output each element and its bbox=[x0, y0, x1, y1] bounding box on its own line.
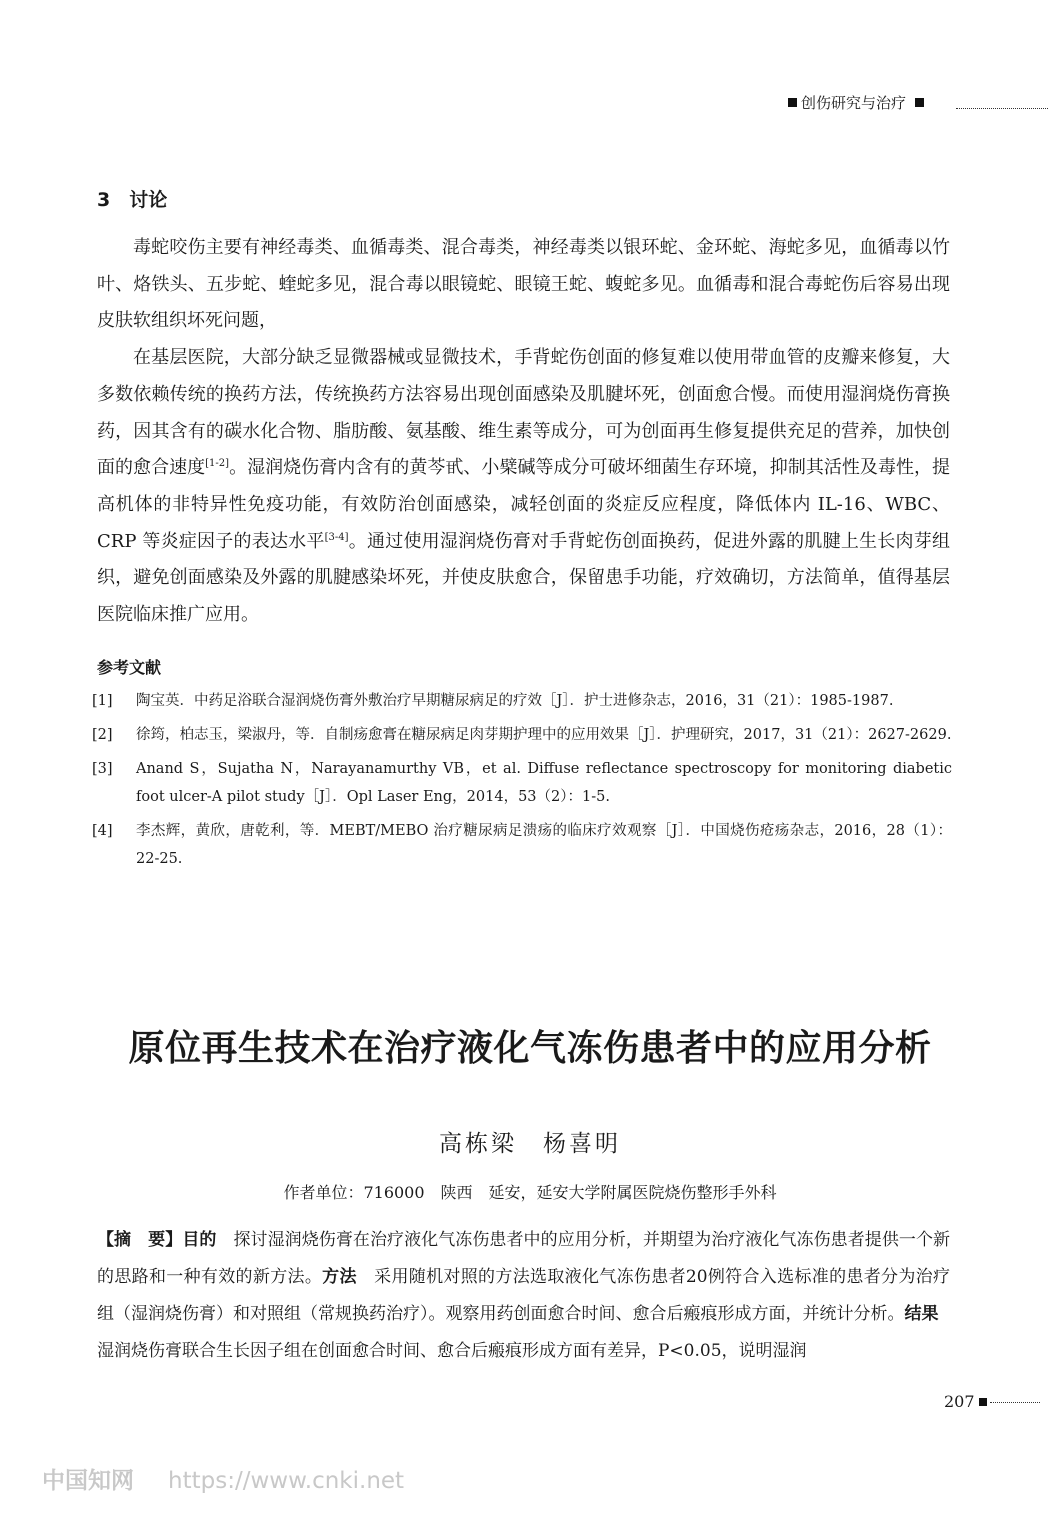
discussion-body bbox=[97, 230, 950, 634]
reference-list bbox=[92, 687, 952, 879]
method-label: 方法 bbox=[322, 1267, 357, 1287]
watermark-brand: 中国知网 bbox=[42, 1468, 134, 1494]
reference-text: 李杰辉，黄欣，唐乾利，等．MEBT/MEBO 治疗糖尿病足溃疡的临床疗效观察［J］．中国烧伤疮疡杂志，2016，28（1）：22-25. bbox=[136, 823, 952, 867]
result-text: 湿润烧伤膏联合生长因子组在创面愈合时间、愈合后瘢痕形成方面有差异，P<0.05，说明湿润 bbox=[97, 1304, 956, 1361]
running-header-text: 创伤研究与治疗 bbox=[801, 94, 907, 112]
authors: 高栋梁 杨喜明 bbox=[439, 1131, 621, 1157]
citation: [1-2] bbox=[205, 458, 230, 470]
affiliation: 作者单位：716000 陕西 延安，延安大学附属医院烧伤整形手外科 bbox=[283, 1183, 777, 1202]
result-label: 结果 bbox=[904, 1304, 939, 1324]
watermark-url: https://www.cnki.net bbox=[168, 1468, 405, 1494]
paragraph-text: 。通过使用湿润烧伤膏对手背蛇伤创面换药，促进外露的肌腱上生长肉芽组织，避免创面感染及外露的肌腱感染坏死，并使皮肤愈合，保留患手功能，疗效确切，方法简单，值得基层医院临床推广应用。 bbox=[97, 530, 950, 626]
page-number-footer bbox=[944, 1392, 1040, 1411]
paragraph-text: 。湿润烧伤膏内含有的黄芩甙、小檗碱等成分可破坏细菌生存环境，抑制其活性及毒性，提高机体的非特异性免疫功能，有效防治创面感染，减轻创面的炎症反应程度，降低体内 IL-16、WBC、CRP 等炎症因子的表达水平 bbox=[97, 457, 951, 552]
square-bullet-icon bbox=[915, 98, 924, 107]
reference-text: 陶宝英．中药足浴联合湿润烧伤膏外敷治疗早期糖尿病足的疗效［J］．护士进修杂志，2016，31（21）：1985-1987. bbox=[136, 693, 894, 709]
paragraph bbox=[97, 340, 950, 634]
abstract bbox=[97, 1222, 956, 1370]
section-heading: 3 讨论 bbox=[97, 189, 168, 211]
paragraph-text: 在基层医院，大部分缺乏显微器械或显微技术，手背蛇伤创面的修复难以使用带血管的皮瓣来修复，大多数依赖传统的换药方法，传统换药方法容易出现创面感染及肌腱坏死，创面愈合慢。而使用湿润烧伤膏换药，因其含有的碳水化合物、脂肪酸、氨基酸、维生素等成分，可为创面再生修复提供充足的营养，加快创面的愈合速度 bbox=[97, 347, 950, 479]
reference-item bbox=[92, 755, 952, 811]
reference-item bbox=[92, 817, 952, 873]
reference-item bbox=[92, 721, 952, 749]
reference-number: [2] bbox=[92, 727, 113, 743]
objective-label: 目的 bbox=[182, 1230, 217, 1250]
square-bullet-icon bbox=[979, 1398, 987, 1406]
square-bullet-icon bbox=[788, 98, 797, 107]
references-title: 参考文献 bbox=[97, 658, 162, 677]
footer-dotted-rule bbox=[990, 1402, 1040, 1403]
reference-number: [4] bbox=[92, 823, 113, 839]
running-header bbox=[788, 92, 928, 113]
page-number: 207 bbox=[944, 1392, 975, 1411]
citation: [3-4] bbox=[324, 531, 349, 543]
watermark bbox=[42, 1462, 404, 1495]
abstract-label: 【摘 要】 bbox=[97, 1230, 183, 1250]
article-title: 原位再生技术在治疗液化气冻伤患者中的应用分析 bbox=[128, 1028, 932, 1069]
header-dotted-rule bbox=[956, 108, 1048, 109]
objective-text: 探讨湿润烧伤膏在治疗液化气冻伤患者中的应用分析，并期望为治疗液化气冻伤患者提供一个新的思路和一种有效的新方法。 bbox=[97, 1230, 951, 1287]
paragraph: 毒蛇咬伤主要有神经毒类、血循毒类、混合毒类，神经毒类以银环蛇、金环蛇、海蛇多见，血循毒以竹叶、烙铁头、五步蛇、蝰蛇多见，混合毒以眼镜蛇、眼镜王蛇、蝮蛇多见。血循毒和混合毒蛇伤后容易出现皮肤软组织坏死问题， bbox=[97, 237, 950, 332]
reference-text: 徐筠，柏志玉，梁淑丹，等．自制疡愈膏在糖尿病足肉芽期护理中的应用效果［J］．护理研究，2017，31（21）：2627-2629. bbox=[136, 727, 952, 743]
method-text: 采用随机对照的方法选取液化气冻伤患者20例符合入选标准的患者分为治疗组（湿润烧伤膏）和对照组（常规换药治疗）。观察用药创面愈合时间、愈合后瘢痕形成方面，并统计分析。 bbox=[97, 1267, 951, 1324]
reference-text: Anand S，Sujatha N，Narayanamurthy VB，et al. Diffuse reflectance spectroscopy for monitoring diabetic foot ulcer-A pilot study［J］．Opl Laser Eng，2014，53（2）：1-5. bbox=[136, 761, 952, 805]
reference-item bbox=[92, 687, 952, 715]
reference-number: [3] bbox=[92, 761, 113, 777]
reference-number: [1] bbox=[92, 693, 113, 709]
